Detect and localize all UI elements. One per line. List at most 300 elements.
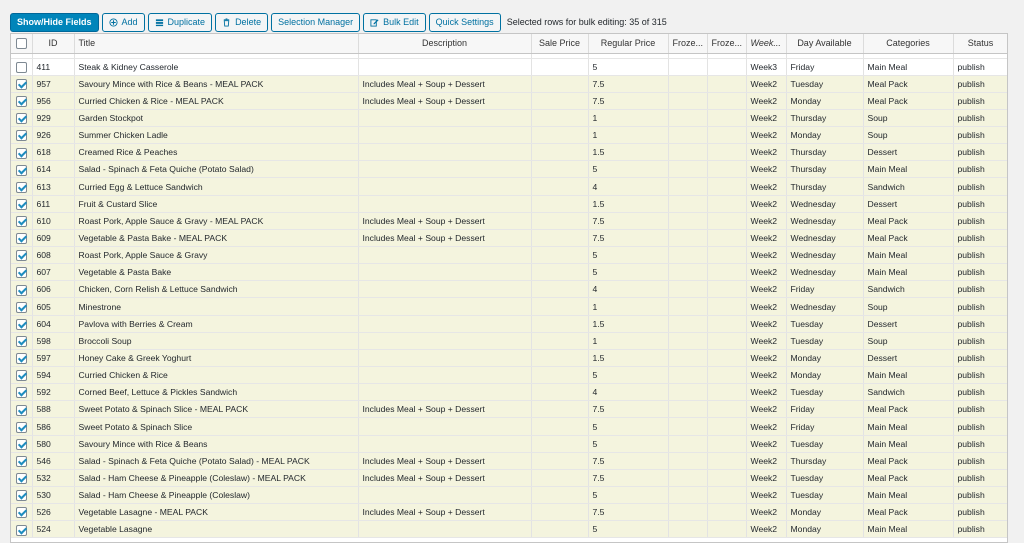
cell-category[interactable]: Main Meal — [863, 418, 953, 435]
cell-status[interactable]: publish — [953, 315, 1008, 332]
cell-day-available[interactable]: Friday — [786, 281, 863, 298]
table-row[interactable] — [11, 452, 1008, 469]
cell-status[interactable]: publish — [953, 504, 1008, 521]
cell-frozen-1[interactable] — [668, 58, 707, 75]
table-row[interactable] — [11, 161, 1008, 178]
cell-regular-price[interactable]: 7.5 — [588, 212, 668, 229]
table-row[interactable] — [11, 144, 1008, 161]
row-checkbox[interactable] — [16, 490, 27, 501]
column-header-sale-price[interactable]: Sale Price — [531, 34, 588, 53]
cell-sale-price[interactable] — [531, 212, 588, 229]
cell-day-available[interactable]: Friday — [786, 401, 863, 418]
cell-frozen-1[interactable] — [668, 144, 707, 161]
cell-category[interactable]: Meal Pack — [863, 469, 953, 486]
table-row[interactable] — [11, 349, 1008, 366]
column-header-categories[interactable]: Categories — [863, 34, 953, 53]
cell-frozen-1[interactable] — [668, 487, 707, 504]
cell-frozen-2[interactable] — [707, 161, 746, 178]
cell-week[interactable]: Week2 — [746, 178, 786, 195]
cell-regular-price[interactable]: 7.5 — [588, 92, 668, 109]
cell-frozen-2[interactable] — [707, 109, 746, 126]
cell-frozen-1[interactable] — [668, 75, 707, 92]
cell-status[interactable]: publish — [953, 332, 1008, 349]
cell-frozen-1[interactable] — [668, 212, 707, 229]
cell-title[interactable]: Roast Pork, Apple Sauce & Gravy - MEAL PACK — [74, 212, 358, 229]
cell-id[interactable]: 613 — [32, 178, 74, 195]
cell-id[interactable]: 610 — [32, 212, 74, 229]
cell-category[interactable]: Dessert — [863, 349, 953, 366]
table-row[interactable] — [11, 75, 1008, 92]
cell-frozen-2[interactable] — [707, 281, 746, 298]
delete-button[interactable] — [215, 13, 268, 32]
cell-description[interactable]: Includes Meal + Soup + Dessert — [358, 452, 531, 469]
cell-frozen-1[interactable] — [668, 367, 707, 384]
table-row[interactable] — [11, 418, 1008, 435]
cell-frozen-2[interactable] — [707, 504, 746, 521]
row-checkbox[interactable] — [16, 422, 27, 433]
cell-title[interactable]: Pavlova with Berries & Cream — [74, 315, 358, 332]
cell-status[interactable]: publish — [953, 401, 1008, 418]
cell-sale-price[interactable] — [531, 195, 588, 212]
row-checkbox[interactable] — [16, 456, 27, 467]
cell-category[interactable]: Soup — [863, 127, 953, 144]
cell-day-available[interactable]: Tuesday — [786, 487, 863, 504]
cell-day-available[interactable]: Tuesday — [786, 315, 863, 332]
cell-description[interactable] — [358, 281, 531, 298]
row-select-cell[interactable] — [11, 332, 32, 349]
cell-category[interactable]: Main Meal — [863, 521, 953, 538]
cell-sale-price[interactable] — [531, 384, 588, 401]
cell-title[interactable]: Savoury Mince with Rice & Beans — [74, 435, 358, 452]
cell-description[interactable]: Includes Meal + Soup + Dessert — [358, 75, 531, 92]
cell-frozen-2[interactable] — [707, 452, 746, 469]
cell-status[interactable]: publish — [953, 247, 1008, 264]
column-header-frozen-2[interactable]: Froze... — [707, 34, 746, 53]
row-select-cell[interactable] — [11, 75, 32, 92]
cell-title[interactable]: Curried Chicken & Rice - MEAL PACK — [74, 92, 358, 109]
cell-day-available[interactable]: Tuesday — [786, 469, 863, 486]
cell-sale-price[interactable] — [531, 418, 588, 435]
cell-frozen-1[interactable] — [668, 521, 707, 538]
cell-sale-price[interactable] — [531, 452, 588, 469]
row-checkbox[interactable] — [16, 319, 27, 330]
column-header-title[interactable]: Title — [74, 34, 358, 53]
cell-week[interactable]: Week2 — [746, 452, 786, 469]
cell-id[interactable]: 609 — [32, 229, 74, 246]
cell-category[interactable]: Dessert — [863, 315, 953, 332]
cell-status[interactable]: publish — [953, 212, 1008, 229]
row-select-cell[interactable] — [11, 58, 32, 75]
cell-description[interactable] — [358, 58, 531, 75]
cell-sale-price[interactable] — [531, 247, 588, 264]
cell-frozen-1[interactable] — [668, 504, 707, 521]
cell-category[interactable]: Sandwich — [863, 178, 953, 195]
cell-week[interactable]: Week2 — [746, 435, 786, 452]
cell-frozen-2[interactable] — [707, 247, 746, 264]
cell-description[interactable]: Includes Meal + Soup + Dessert — [358, 469, 531, 486]
cell-frozen-1[interactable] — [668, 315, 707, 332]
cell-frozen-1[interactable] — [668, 384, 707, 401]
cell-frozen-2[interactable] — [707, 418, 746, 435]
cell-regular-price[interactable]: 1 — [588, 298, 668, 315]
row-checkbox[interactable] — [16, 148, 27, 159]
cell-frozen-1[interactable] — [668, 349, 707, 366]
cell-category[interactable]: Main Meal — [863, 58, 953, 75]
cell-frozen-2[interactable] — [707, 144, 746, 161]
cell-frozen-2[interactable] — [707, 521, 746, 538]
cell-description[interactable] — [358, 298, 531, 315]
cell-category[interactable]: Meal Pack — [863, 504, 953, 521]
cell-frozen-1[interactable] — [668, 452, 707, 469]
cell-status[interactable]: publish — [953, 92, 1008, 109]
row-checkbox[interactable] — [16, 405, 27, 416]
bulk-edit-button[interactable] — [363, 13, 426, 32]
cell-week[interactable]: Week2 — [746, 401, 786, 418]
cell-id[interactable]: 546 — [32, 452, 74, 469]
row-select-cell[interactable] — [11, 229, 32, 246]
cell-category[interactable]: Soup — [863, 298, 953, 315]
cell-category[interactable]: Dessert — [863, 144, 953, 161]
cell-id[interactable]: 606 — [32, 281, 74, 298]
cell-week[interactable]: Week2 — [746, 521, 786, 538]
cell-regular-price[interactable]: 7.5 — [588, 469, 668, 486]
cell-description[interactable] — [358, 418, 531, 435]
cell-frozen-1[interactable] — [668, 127, 707, 144]
cell-frozen-2[interactable] — [707, 127, 746, 144]
cell-sale-price[interactable] — [531, 109, 588, 126]
cell-day-available[interactable]: Thursday — [786, 109, 863, 126]
cell-status[interactable]: publish — [953, 264, 1008, 281]
cell-week[interactable]: Week2 — [746, 487, 786, 504]
table-row[interactable] — [11, 435, 1008, 452]
cell-status[interactable]: publish — [953, 127, 1008, 144]
table-row[interactable] — [11, 521, 1008, 538]
table-row[interactable] — [11, 127, 1008, 144]
cell-week[interactable]: Week2 — [746, 144, 786, 161]
row-checkbox[interactable] — [16, 165, 27, 176]
row-checkbox[interactable] — [16, 285, 27, 296]
cell-frozen-1[interactable] — [668, 92, 707, 109]
cell-week[interactable]: Week2 — [746, 264, 786, 281]
cell-week[interactable]: Week2 — [746, 212, 786, 229]
row-checkbox[interactable] — [16, 182, 27, 193]
table-row[interactable] — [11, 264, 1008, 281]
cell-category[interactable]: Meal Pack — [863, 452, 953, 469]
cell-frozen-1[interactable] — [668, 332, 707, 349]
cell-title[interactable]: Salad - Spinach & Feta Quiche (Potato Salad) — [74, 161, 358, 178]
cell-description[interactable] — [358, 487, 531, 504]
cell-week[interactable]: Week3 — [746, 58, 786, 75]
cell-regular-price[interactable]: 4 — [588, 384, 668, 401]
cell-description[interactable]: Includes Meal + Soup + Dessert — [358, 504, 531, 521]
cell-title[interactable]: Minestrone — [74, 298, 358, 315]
cell-status[interactable]: publish — [953, 281, 1008, 298]
cell-category[interactable]: Main Meal — [863, 435, 953, 452]
cell-title[interactable]: Vegetable & Pasta Bake — [74, 264, 358, 281]
table-row[interactable] — [11, 401, 1008, 418]
cell-status[interactable]: publish — [953, 435, 1008, 452]
cell-description[interactable] — [358, 178, 531, 195]
cell-frozen-1[interactable] — [668, 161, 707, 178]
cell-description[interactable] — [358, 247, 531, 264]
cell-sale-price[interactable] — [531, 161, 588, 178]
cell-category[interactable]: Main Meal — [863, 161, 953, 178]
cell-day-available[interactable]: Wednesday — [786, 247, 863, 264]
cell-title[interactable]: Honey Cake & Greek Yoghurt — [74, 349, 358, 366]
cell-category[interactable]: Sandwich — [863, 281, 953, 298]
row-select-cell[interactable] — [11, 178, 32, 195]
column-header-day-available[interactable]: Day Available — [786, 34, 863, 53]
cell-week[interactable]: Week2 — [746, 384, 786, 401]
cell-regular-price[interactable]: 1.5 — [588, 195, 668, 212]
cell-regular-price[interactable]: 5 — [588, 418, 668, 435]
cell-frozen-2[interactable] — [707, 229, 746, 246]
cell-id[interactable]: 530 — [32, 487, 74, 504]
cell-frozen-1[interactable] — [668, 229, 707, 246]
cell-title[interactable]: Broccoli Soup — [74, 332, 358, 349]
cell-status[interactable]: publish — [953, 109, 1008, 126]
cell-category[interactable]: Soup — [863, 109, 953, 126]
cell-id[interactable]: 604 — [32, 315, 74, 332]
cell-frozen-1[interactable] — [668, 247, 707, 264]
column-header-description[interactable]: Description — [358, 34, 531, 53]
cell-sale-price[interactable] — [531, 315, 588, 332]
cell-day-available[interactable]: Thursday — [786, 452, 863, 469]
cell-sale-price[interactable] — [531, 401, 588, 418]
cell-week[interactable]: Week2 — [746, 298, 786, 315]
cell-id[interactable]: 926 — [32, 127, 74, 144]
cell-regular-price[interactable]: 7.5 — [588, 229, 668, 246]
cell-sale-price[interactable] — [531, 521, 588, 538]
cell-category[interactable]: Meal Pack — [863, 75, 953, 92]
cell-day-available[interactable]: Tuesday — [786, 435, 863, 452]
cell-category[interactable]: Meal Pack — [863, 401, 953, 418]
table-row[interactable] — [11, 229, 1008, 246]
duplicate-button[interactable] — [148, 13, 213, 32]
cell-id[interactable]: 592 — [32, 384, 74, 401]
row-checkbox[interactable] — [16, 370, 27, 381]
row-checkbox[interactable] — [16, 233, 27, 244]
row-select-cell[interactable] — [11, 469, 32, 486]
cell-title[interactable]: Salad - Ham Cheese & Pineapple (Coleslaw) - MEAL PACK — [74, 469, 358, 486]
cell-sale-price[interactable] — [531, 487, 588, 504]
cell-id[interactable]: 532 — [32, 469, 74, 486]
table-row[interactable] — [11, 298, 1008, 315]
cell-id[interactable]: 608 — [32, 247, 74, 264]
table-row[interactable] — [11, 469, 1008, 486]
show-hide-fields-button[interactable] — [10, 13, 99, 32]
cell-sale-price[interactable] — [531, 144, 588, 161]
cell-frozen-2[interactable] — [707, 212, 746, 229]
cell-regular-price[interactable]: 4 — [588, 178, 668, 195]
cell-category[interactable]: Meal Pack — [863, 212, 953, 229]
cell-frozen-1[interactable] — [668, 298, 707, 315]
row-select-cell[interactable] — [11, 247, 32, 264]
row-select-cell[interactable] — [11, 487, 32, 504]
cell-title[interactable]: Vegetable & Pasta Bake - MEAL PACK — [74, 229, 358, 246]
cell-title[interactable]: Sweet Potato & Spinach Slice - MEAL PACK — [74, 401, 358, 418]
cell-sale-price[interactable] — [531, 92, 588, 109]
cell-day-available[interactable]: Monday — [786, 504, 863, 521]
cell-regular-price[interactable]: 1.5 — [588, 144, 668, 161]
cell-description[interactable]: Includes Meal + Soup + Dessert — [358, 229, 531, 246]
cell-day-available[interactable]: Wednesday — [786, 195, 863, 212]
cell-category[interactable]: Meal Pack — [863, 229, 953, 246]
row-checkbox[interactable] — [16, 216, 27, 227]
table-row[interactable] — [11, 178, 1008, 195]
cell-title[interactable]: Salad - Spinach & Feta Quiche (Potato Salad) - MEAL PACK — [74, 452, 358, 469]
cell-day-available[interactable]: Monday — [786, 367, 863, 384]
cell-sale-price[interactable] — [531, 75, 588, 92]
cell-day-available[interactable]: Wednesday — [786, 229, 863, 246]
table-row[interactable] — [11, 212, 1008, 229]
cell-regular-price[interactable]: 4 — [588, 281, 668, 298]
cell-sale-price[interactable] — [531, 349, 588, 366]
cell-day-available[interactable]: Thursday — [786, 178, 863, 195]
cell-title[interactable]: Roast Pork, Apple Sauce & Gravy — [74, 247, 358, 264]
cell-regular-price[interactable]: 5 — [588, 435, 668, 452]
cell-frozen-2[interactable] — [707, 58, 746, 75]
cell-week[interactable]: Week2 — [746, 418, 786, 435]
cell-description[interactable] — [358, 161, 531, 178]
cell-regular-price[interactable]: 1.5 — [588, 315, 668, 332]
cell-frozen-2[interactable] — [707, 178, 746, 195]
cell-sale-price[interactable] — [531, 281, 588, 298]
row-checkbox[interactable] — [16, 302, 27, 313]
cell-category[interactable]: Main Meal — [863, 367, 953, 384]
cell-description[interactable] — [358, 367, 531, 384]
cell-status[interactable]: publish — [953, 161, 1008, 178]
cell-description[interactable]: Includes Meal + Soup + Dessert — [358, 401, 531, 418]
table-row[interactable] — [11, 504, 1008, 521]
cell-title[interactable]: Corned Beef, Lettuce & Pickles Sandwich — [74, 384, 358, 401]
cell-id[interactable]: 588 — [32, 401, 74, 418]
cell-id[interactable]: 580 — [32, 435, 74, 452]
cell-day-available[interactable]: Monday — [786, 521, 863, 538]
selection-manager-button[interactable] — [271, 13, 360, 32]
cell-id[interactable]: 611 — [32, 195, 74, 212]
column-header-status[interactable]: Status — [953, 34, 1008, 53]
cell-regular-price[interactable]: 7.5 — [588, 452, 668, 469]
row-select-cell[interactable] — [11, 298, 32, 315]
cell-title[interactable]: Salad - Ham Cheese & Pineapple (Coleslaw) — [74, 487, 358, 504]
cell-title[interactable]: Sweet Potato & Spinach Slice — [74, 418, 358, 435]
table-row[interactable] — [11, 195, 1008, 212]
cell-frozen-2[interactable] — [707, 298, 746, 315]
select-all-header[interactable] — [11, 34, 32, 53]
cell-status[interactable]: publish — [953, 58, 1008, 75]
row-checkbox[interactable] — [16, 250, 27, 261]
cell-title[interactable]: Curried Egg & Lettuce Sandwich — [74, 178, 358, 195]
cell-sale-price[interactable] — [531, 435, 588, 452]
cell-id[interactable]: 524 — [32, 521, 74, 538]
cell-status[interactable]: publish — [953, 521, 1008, 538]
column-header-regular-price[interactable]: Regular Price — [588, 34, 668, 53]
cell-day-available[interactable]: Friday — [786, 58, 863, 75]
cell-description[interactable] — [358, 264, 531, 281]
row-select-cell[interactable] — [11, 127, 32, 144]
cell-id[interactable]: 618 — [32, 144, 74, 161]
cell-week[interactable]: Week2 — [746, 195, 786, 212]
table-row[interactable] — [11, 332, 1008, 349]
cell-frozen-2[interactable] — [707, 264, 746, 281]
cell-id[interactable]: 957 — [32, 75, 74, 92]
cell-status[interactable]: publish — [953, 178, 1008, 195]
cell-day-available[interactable]: Friday — [786, 418, 863, 435]
cell-description[interactable] — [358, 127, 531, 144]
cell-frozen-2[interactable] — [707, 92, 746, 109]
cell-week[interactable]: Week2 — [746, 109, 786, 126]
row-select-cell[interactable] — [11, 144, 32, 161]
row-checkbox[interactable] — [16, 336, 27, 347]
cell-week[interactable]: Week2 — [746, 92, 786, 109]
cell-title[interactable]: Summer Chicken Ladle — [74, 127, 358, 144]
cell-regular-price[interactable]: 5 — [588, 58, 668, 75]
cell-category[interactable]: Main Meal — [863, 247, 953, 264]
row-checkbox[interactable] — [16, 439, 27, 450]
cell-description[interactable] — [358, 332, 531, 349]
cell-description[interactable] — [358, 384, 531, 401]
cell-frozen-1[interactable] — [668, 195, 707, 212]
cell-description[interactable] — [358, 435, 531, 452]
cell-description[interactable] — [358, 195, 531, 212]
cell-week[interactable]: Week2 — [746, 349, 786, 366]
cell-sale-price[interactable] — [531, 367, 588, 384]
cell-status[interactable]: publish — [953, 367, 1008, 384]
cell-day-available[interactable]: Monday — [786, 127, 863, 144]
cell-id[interactable]: 605 — [32, 298, 74, 315]
cell-day-available[interactable]: Wednesday — [786, 212, 863, 229]
cell-week[interactable]: Week2 — [746, 229, 786, 246]
cell-status[interactable]: publish — [953, 469, 1008, 486]
cell-sale-price[interactable] — [531, 127, 588, 144]
row-select-cell[interactable] — [11, 315, 32, 332]
cell-status[interactable]: publish — [953, 452, 1008, 469]
row-checkbox[interactable] — [16, 130, 27, 141]
cell-day-available[interactable]: Thursday — [786, 161, 863, 178]
cell-day-available[interactable]: Wednesday — [786, 298, 863, 315]
cell-regular-price[interactable]: 1 — [588, 332, 668, 349]
quick-settings-button[interactable] — [429, 13, 501, 32]
row-select-cell[interactable] — [11, 264, 32, 281]
table-row[interactable] — [11, 58, 1008, 75]
cell-frozen-2[interactable] — [707, 349, 746, 366]
cell-regular-price[interactable]: 5 — [588, 264, 668, 281]
cell-status[interactable]: publish — [953, 144, 1008, 161]
cell-day-available[interactable]: Wednesday — [786, 264, 863, 281]
row-select-cell[interactable] — [11, 212, 32, 229]
cell-id[interactable]: 526 — [32, 504, 74, 521]
cell-id[interactable]: 956 — [32, 92, 74, 109]
table-row[interactable] — [11, 281, 1008, 298]
cell-description[interactable] — [358, 109, 531, 126]
cell-frozen-1[interactable] — [668, 418, 707, 435]
cell-sale-price[interactable] — [531, 264, 588, 281]
cell-frozen-1[interactable] — [668, 109, 707, 126]
row-checkbox[interactable] — [16, 113, 27, 124]
cell-regular-price[interactable]: 7.5 — [588, 401, 668, 418]
cell-day-available[interactable]: Tuesday — [786, 75, 863, 92]
table-row[interactable] — [11, 315, 1008, 332]
cell-description[interactable] — [358, 349, 531, 366]
cell-description[interactable] — [358, 315, 531, 332]
cell-frozen-1[interactable] — [668, 435, 707, 452]
cell-category[interactable]: Main Meal — [863, 264, 953, 281]
cell-frozen-1[interactable] — [668, 469, 707, 486]
cell-frozen-2[interactable] — [707, 435, 746, 452]
row-select-cell[interactable] — [11, 161, 32, 178]
cell-status[interactable]: publish — [953, 195, 1008, 212]
